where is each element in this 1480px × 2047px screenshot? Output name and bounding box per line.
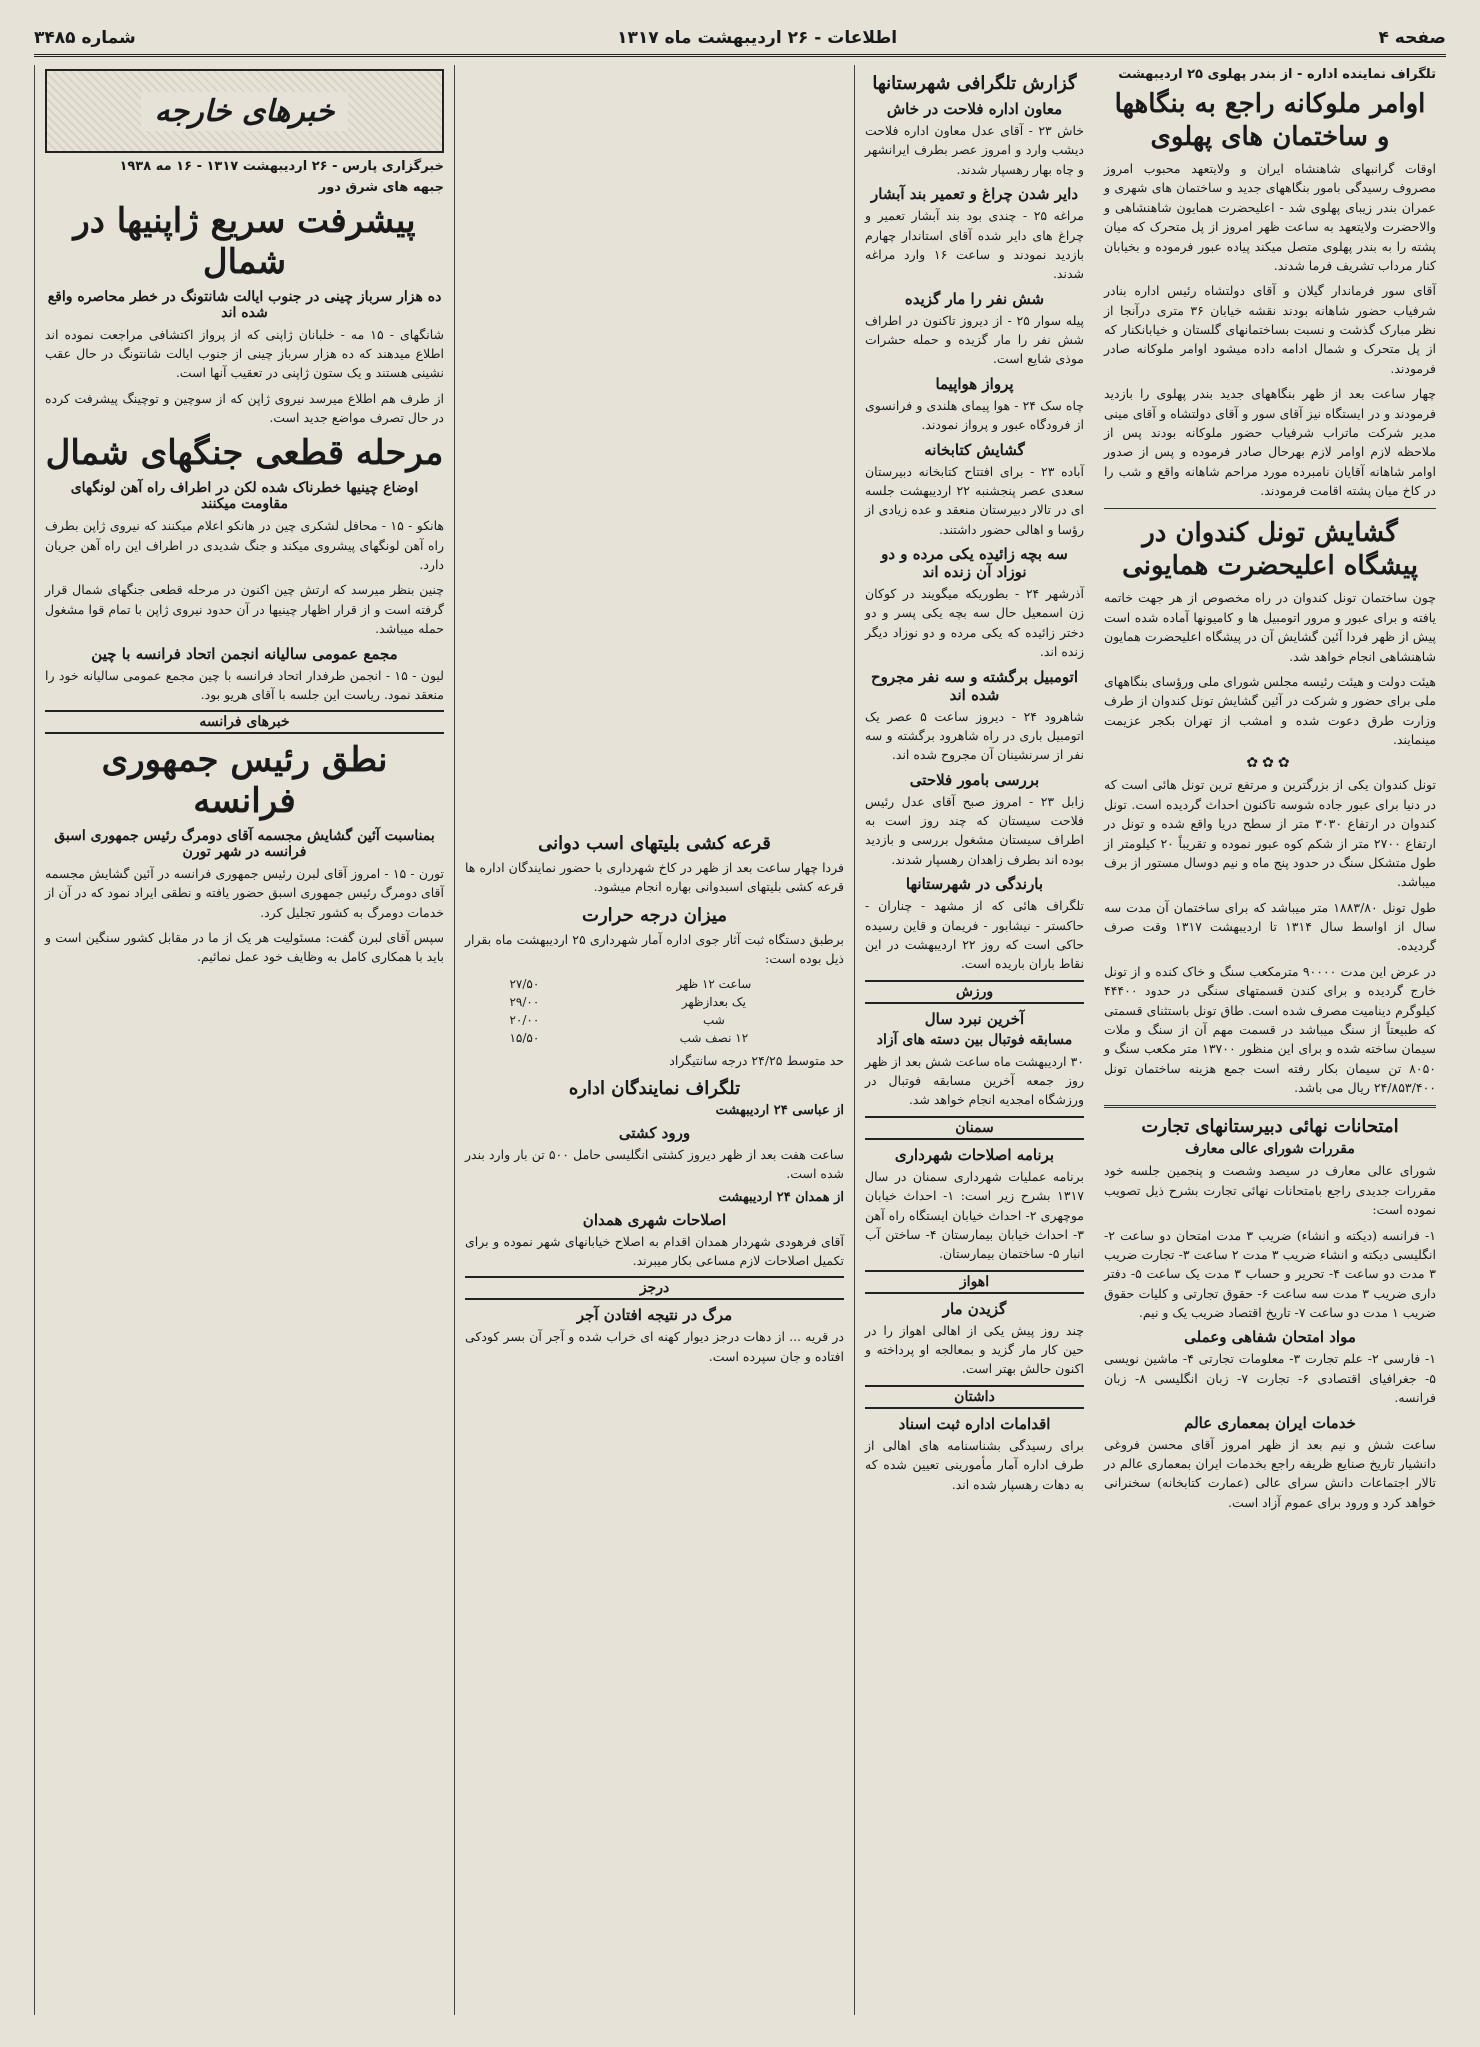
paragraph: مراغه ۲۵ - چندی بود بند آبشار تعمیر و چراغ های دایر شده آقای استاندار چهارم بازدید نمودند و ساعت ۱۶ وارد مراغه شدند. [865,208,1084,282]
temperature-row [465,993,844,1011]
masthead [34,28,1446,57]
subheadline: مرگ در نتیجه افتادن آجر [576,1306,733,1325]
paragraph: حد متوسط ۲۴/۲۵ درجه سانتیگراد [669,1052,844,1068]
section-label-semnan: سمنان [865,1116,1084,1140]
paragraph: ۱- فرانسه (دیکته و انشاء) ضریب ۳ مدت امتحان دو ساعت ۲- انگلیسی دیکته و انشاء ضریب ۳ مدت ۲ ساعت ۳- تجارت ضریب ۳ مدت دو ساعت ۴- تحریر و حساب ۳ مدت یک ساعت ۵- دفتر داری ضریب ۳ مدت سه ساعت ۶- حقوق تجارتی و کلیات حقوق ضریب ۱ مدت دو ساعت ۷- تاریخ اقتصاد ضریب یک و نیم. [1104,1227,1436,1320]
temperature-value: ۱۵/۵۰ [509,1030,540,1045]
subheadline: برنامه اصلاحات شهرداری [894,1145,1055,1164]
subheadline: اوضاع چینیها خطرناک شده لکن در اطراف راه آهن لونگهای مقاومت میکنند [70,480,419,513]
paragraph: برطبق دستگاه ثبت آثار جوی اداره آمار شهرداری ۲۵ اردیبهشت ماه بقرار ذیل بوده است: [465,931,844,967]
temperature-row [465,1011,844,1029]
headline-president-speech: نطق رئیس جمهوری فرانسه [101,740,388,822]
paragraph: در عرض این مدت ۹۰۰۰۰ مترمکعب سنگ و خاک کنده و از تونل خارج گردیده و برای کندن قسمتهای سنگی در حدود ۴۴۴۰۰ کیلوگرم دینامیت مصرف شده است. طاق تونل باستثنای قسمتی که طبیعتاً از سنگ میباشد در قسمت مهم آن از سنگ و ملات سیمان ساخته شده و برای این منظور ۱۳۷۰۰ متر مکعب سنگ و ۸۰۵۰ تن سیمان بکار رفته است جمع هزینه ساختمان تونل ۲۴/۸۵۳/۴۰۰ ریال می باشد. [1104,963,1436,1095]
headline-kandovan-tunnel: گشایش تونل کندوان در پیشگاه اعلیحضرت همایونی [1122,518,1418,581]
headline-architecture: خدمات ایران بمعماری عالم [1184,1413,1356,1432]
subheadline: شش نفر را مار گزیده [904,289,1045,308]
temperature-row [465,975,844,993]
issue-number: شماره ۳۴۸۵ [34,28,136,48]
page-number: صفحه ۴ [1378,28,1446,48]
paragraph: ساعت هفت بعد از ظهر دیروز کشتی انگلیسی حامل ۵۰۰ تن بار وارد بندر شده است. [465,1146,844,1182]
paragraph: آقای سور فرماندار گیلان و آقای دولتشاه رئیس اداره بنادر شرفیاب حضور شاهانه بودند نقشه خیابان ۳۶ متری درآنجا از نظر مبارک گذشت و نسبت بساختمانهای گلستان و خیابانکنار که از پل متحرک و شمال ادامه داده میشود اوامر ملوکانه صادر فرمودند. [1104,283,1436,376]
headline-decisive-stage: مرحله قطعی جنگهای شمال [45,433,444,474]
temperature-value: ۲۷/۵۰ [509,976,540,991]
subkicker: جبهه های شرق دور [318,180,444,195]
headline-provinces: گزارش تلگرافی شهرستانها [872,73,1077,94]
paragraph: چهار ساعت بعد از ظهر بنگاههای جدید بندر پهلوی را بازدید فرمودند و در ایستگاه نیز آقای سور و آقای دولتشاه و آقای مینی مدیر شرکت ماتراب شرفیاب حضور ملوکانه بودند پس از ملاحظه لازم اوامر لازم بهرحال صادر فرموده و پس از صدور اوامر شاهانه آقایان نامبرده مورد مراحم شاهانه واقع و شب را در کاخ میان پشته اقامت فرمودند. [1104,386,1436,498]
paragraph: ۱- فارسی ۲- علم تجارت ۳- معلومات تجارتی ۴- ماشین نویسی ۵- جغرافیای اقتصادی ۶- تجارت ۷- زبان انگلیسی ۸- زبان فرانسه. [1104,1351,1436,1406]
newspaper-date: اطلاعات - ۲۶ اردیبهشت ماه ۱۳۱۷ [617,28,898,48]
headline-lottery: قرعه کشی بلیتهای اسب دوانی [538,833,771,854]
banner-title: خبرهای خارجه [141,92,349,131]
section-label-ahvaz: اهواز [865,1270,1084,1294]
temperature-time: یک بعدازظهر [681,994,746,1009]
subheadline: ده هزار سرباز چینی در جنوب ایالت شانتونگ در خطر محاصره واقع شده اند [47,288,442,321]
headline-telegraph: تلگراف نمایندگان اداره [568,1077,741,1099]
temperature-time: ۱۲ نصف شب [679,1030,749,1045]
foreign-news-banner [45,69,444,153]
paragraph: چون ساختمان تونل کندوان در راه مخصوص از هر جهت خاتمه یافته و برای عبور و مرور اتومبیل ها و کامیونها آماده شده است پیش از ظهر فردا آئین گشایش آن در پیشگاه اعلیحضرت همایون شاهنشاهی انجام خواهد شد. [1104,590,1436,664]
subheadline: گشایش کتابخانه [924,440,1025,459]
paragraph: خاش ۲۳ - آقای عدل معاون اداره فلاحت دیشب وارد و امروز عصر بطرف ایرانشهر و چاه بهار رهسپار شدند. [865,123,1084,177]
paragraph: شانگهای - ۱۵ مه - خلبانان ژاپنی که از پرواز اکتشافی مراجعت نموده اند اطلاع میدهند که ده هزار سرباز چینی از جنوب ایالت شانتونگ در حال عقب نشینی هستند و یک ستون ژاپنی در تعقیب آنها است. [45,326,444,381]
subheadline: بارندگی در شهرستانها [905,875,1044,894]
headline-franco-china: مجمع عمومی سالیانه انجمن اتحاد فرانسه با چین [91,644,398,663]
paragraph: ساعت شش و نیم بعد از ظهر امروز آقای محسن فروغی دانشیار تاریخ صنایع ظریفه راجع بخدمات ایران بمعماری عالم در تالار اجتماعات دانش سرای عالی (عمارت کتابخانه) سخنرانی خواهد کرد و ورود برای عموم آزاد است. [1104,1436,1436,1510]
divider [1104,1105,1436,1108]
temperature-time: ساعت ۱۲ ظهر [676,976,752,991]
subheadline: ورود کشتی [618,1123,691,1142]
subheadline: سه بچه زائیده یکی مرده و دو نوزاد آن زنده اند [881,545,1068,581]
paragraph: تلگراف هائی که از مشهد - چناران - حاکستر - نیشابور - فریمان و قاین رسیده حاکی است که روز ۲۲ اردیبهشت در این نقاط باران باریده است. [865,898,1085,972]
columns [34,65,1446,2015]
paragraph: سپس آقای لبرن گفت: مسئولیت هر یک از ما در مقابل کشور سنگین است و باید با همکاری کامل به وظایف خود عمل نمائیم. [45,929,444,965]
subheadline: آخرین نبرد سال [924,1009,1025,1028]
paragraph: چند روز پیش یکی از اهالی اهواز را در حین کار مار گزید و بمعالجه او پرداخته و اکنون حالش بهتر است. [865,1322,1084,1377]
city-dateline: از عباسی ۲۴ اردیبهشت [715,1102,844,1118]
kicker: تلگراف نماینده اداره - از بندر پهلوی ۲۵ اردیبهشت [1118,67,1436,82]
agency-line: خبرگزاری پارس - ۲۶ اردیبهشت ۱۳۱۷ - ۱۶ مه ۱۹۳۸ [119,159,444,174]
temperature-row [465,1029,844,1047]
subheadline: گزیدن مار [942,1299,1007,1318]
headline-exams: امتحانات نهائی دبیرستانهای تجارت [1141,1116,1399,1138]
subheadline: اقدامات اداره ثبت اسناد [898,1414,1051,1433]
paragraph: برای رسیدگی بشناسنامه های اهالی از طرف اداره آمار مأمورینی تعیین شده که به دهات رهسپار شده اند. [865,1437,1084,1492]
headline-temperature: میزان درجه حرارت [582,904,727,926]
subheadline: بررسی بامور فلاحتی [909,770,1040,789]
subheadline: اصلاحات شهری همدان [582,1210,727,1229]
city-dateline: از همدان ۲۴ اردیبهشت [718,1189,844,1205]
stars-ornament: ✿✿✿ [1246,755,1294,772]
paragraph: زابل ۲۳ - امروز صبح آقای عدل رئیس فلاحت سیستان که چند روز است به اطراف سیستان مشغول بررسی و بازدید بوده اند بطرف زاهدان رهسپار شدند. [865,793,1084,867]
subheadline: پرواز هواپیما [935,374,1014,393]
subheadline: مقررات شورای عالی معارف [1185,1141,1355,1158]
paragraph: تورن - ۱۵ - امروز آقای لبرن رئیس جمهوری فرانسه در آئین گشایش مجسمه آقای دومرگ رئیس جمهوری اسبق حضور یافته و نطقی ایراد نمود که در آن از خدمات دومرگ به کشور تجلیل کرد. [45,865,444,920]
paragraph: چنین بنظر میرسد که ارتش چین اکنون در مرحله قطعی جنگهای شمال قرار گرفته است و از قرار اظهار چینیها در آن حدود نیروی ژاپن با تمام قوا مشغول حمله میباشد. [45,582,444,637]
divider [1104,508,1436,509]
paragraph: آباده ۲۳ - برای افتتاح کتابخانه دبیرستان سعدی عصر پنجشنبه ۲۲ اردیبهشت جلسه ای در تالار دبیرستان منعقد و عده زیادی از رؤسا و اهالی حضور داشتند. [865,463,1084,537]
temperature-value: ۲۹/۰۰ [509,994,540,1009]
paragraph: هیئت دولت و هیئت رئیسه مجلس شورای ملی ورؤسای بنگاههای ملی برای حضور و شرکت در آئین گشایش تونل کندوان از طرف وزارت طرق دعوت شده و امشب از تهران بکجر عزیمت مینمایند. [1104,673,1436,747]
section-label-dargaz: درجز [465,1276,844,1300]
paragraph: از طرف هم اطلاع میرسد نیروی ژاپن که از سوچین و توچینگ پیشرفت کرده در حال تصرف مواضع جدید است. [45,390,444,426]
paragraph: شورای عالی معارف در سیصد وشصت و پنجمین جلسه خود مقررات جدیدی راجع بامتحانات نهائی تجارت بشرح ذیل تصویب نموده است: [1104,1163,1436,1218]
paragraph: لیون - ۱۵ - انجمن طرفدار اتحاد فرانسه با چین مجمع عمومی سالیانه خود را منعقد نمود. ریاست این جلسه با آقای هریو بود. [45,667,444,702]
paragraph: شاهرود ۲۴ - دیروز ساعت ۵ عصر یک اتومبیل باری در راه شاهرود برگشته و سه نفر از سرنشینان آن مجروح شده اند. [865,708,1084,763]
column-provinces [854,65,1094,2015]
paragraph: طول تونل ۱۸۸۳/۸۰ متر میباشد که برای ساختمان آن مدت سه سال از اواسط سال ۱۳۱۴ تا اردیبهشت ۱۳۱۷ وقت صرف گردیده. [1104,899,1436,954]
paragraph: تونل کندوان یکی از بزرگترین و مرتفع ترین تونل هائی است که در دنیا برای عبور جاده شوسه تاکنون احداث گردیده است. تونل کندوان در ارتفاع ۳۰۳۰ متر از سطح دریا واقع شده و تونل در ارتفاع ۲۷۰۰ متر از شکم کوه عبور نموده و تقریباً ۲۰ کیلومتر از طول متشکل سنگ در حدود پنج ماه و نیم دوسال مستور از برف میباشد. [1104,777,1436,890]
paragraph: پیله سوار ۲۵ - از دیروز تاکنون در اطراف شش نفر را مار گزیده و حمله حشرات موذی شایع است. [865,312,1084,367]
subheadline: اتومبیل برگشته و سه نفر مجروح شده اند [870,667,1078,704]
paragraph: ۳۰ اردیبهشت ماه ساعت شش بعد از ظهر روز جمعه آخرین مسابقه فوتبال در ورزشگاه امجدیه انجام خواهد شد. [865,1053,1084,1108]
spacer [465,65,844,825]
column-foreign-news [34,65,454,2015]
paragraph: برنامه عملیات شهرداری سمنان در سال ۱۳۱۷ بشرح زیر است: ۱- احداث خیابان موچهری ۲- احداث خیابان ایستگاه راه آهن ۳- احداث خیابان بیمارستان ۴- ساختن آب انبار ۵- ساختمان بیمارستان. [865,1168,1084,1262]
paragraph: اوقات گرانبهای شاهنشاه ایران و ولایتعهد محبوب امروز مصروف رسیدگی بامور بنگاههای جدید و ساختمان های شهری و عمران بندر زیبای پهلوی شد - اعلیحضرت همایون شاهنشاهی و والاحضرت ولایتعهد به ساعت ظهر امروز از پل متحرک که میان پشته را به بندر پهلوی متصل میکند پیاده عبور فرموده و بخیابان کنار مرداب تشریف فرما شدند. [1104,161,1436,273]
paragraph: هانکو - ۱۵ - محافل لشکری چین در هانکو اعلام میکنند که نیروی ژاپن بطرف راه آهن لونگهای پیشروی میکند و جنگ شدیدی در اطراف این راه آهن جریان دارد. [45,518,444,573]
headline-oral-exams: مواد امتحان شفاهی وعملی [1184,1328,1356,1347]
section-label-sports: ورزش [865,980,1084,1004]
section-label-city: داشتان [865,1385,1084,1409]
headline-royal-orders: اوامر ملوکانه راجع به بنگاهها و ساختمان های پهلوی [1114,89,1426,152]
subheadline: معاون اداره فلاحت در خاش [886,100,1063,118]
temperature-value: ۲۰/۰۰ [509,1012,540,1027]
paragraph: در قریه ... از دهات درجز دیوار کهنه ای خراب شده و آجر آن بسر کودکی افتاده و جان سپرده است. [465,1329,844,1364]
subheadline: مسابقه فوتبال بین دسته های آزاد [876,1031,1073,1048]
paragraph: آقای فرهودی شهردار همدان اقدام به اصلاح خیابانهای شهر نموده و برای تکمیل اصلاحات لازم مساعی بکار میبرند. [465,1233,844,1268]
paragraph: فردا چهار ساعت بعد از ظهر در کاخ شهرداری با حضور نمایندگان اداره ها قرعه کشی بلیتهای اسبدوانی بهاره انجام میشود. [465,860,844,895]
headline-japan-advance: پیشرفت سریع ژاپنیها در شمال [73,201,416,282]
section-label-france: خبرهای فرانسه [45,710,444,734]
paragraph: چاه سک ۲۴ - هوا پیمای هلندی و فرانسوی از فرودگاه عبور و پرواز نمودند. [865,397,1084,433]
temperature-time: شب [702,1012,725,1027]
subheadline: دایر شدن چراغ و تعمیر بند آبشار [871,185,1078,204]
temperature-table [465,975,844,1047]
paragraph: آذرشهر ۲۴ - بطوریکه میگویند در کوکان زن اسمعیل حال سه بچه یکی پسر و دو دختر زائیده که یکی مرده و دو نوزاد دیگر زنده اند. [865,586,1084,660]
column-city-news [454,65,854,2015]
subheadline: بمناسبت آئین گشایش مجسمه آقای دومرگ رئیس جمهوری اسبق فرانسه در شهر تورن [54,827,435,860]
column-domestic [1094,65,1446,2015]
